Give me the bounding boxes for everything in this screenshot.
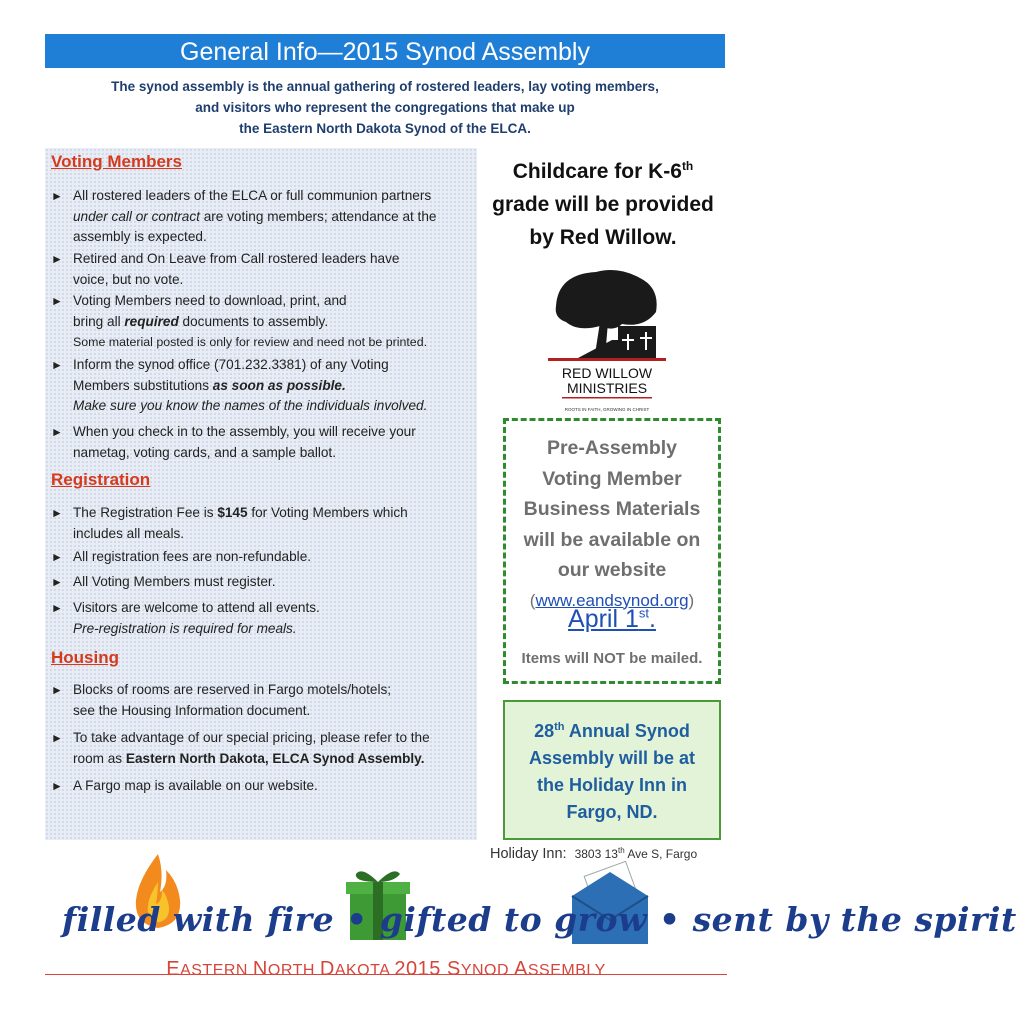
list-item: ► A Fargo map is available on our website.: [51, 776, 475, 797]
red-willow-logo: [548, 266, 666, 416]
list-item: ► Inform the synod office (701.232.3381) of any Voting Members substitutions as soon as possible. Make sure you know the names of the individuals involved.: [51, 357, 428, 413]
list-item: ► Blocks of rooms are reserved in Fargo motels/hotels; see the Housing Information document.: [51, 682, 392, 718]
list-item: ► To take advantage of our special pricing, please refer to the room as Eastern North Dakota, ELCA Synod Assembly.: [51, 730, 430, 766]
assembly-location-box: 28th Annual Synod Assembly will be at the Holiday Inn in Fargo, ND.: [503, 700, 721, 840]
footer-title: EASTERN NORTH DAKOTA 2015 SYNOD ASSEMBLY: [166, 958, 606, 980]
bullet-arrow-icon: ►: [51, 189, 63, 203]
availability-date: April 1st.: [568, 605, 656, 633]
not-mailed-note: Items will NOT be mailed.: [521, 650, 703, 667]
list-item: ► Voting Members need to download, print, and bring all required documents to assembly. Some material posted is only for review and need not be printed.: [51, 293, 428, 349]
list-item: ► Retired and On Leave from Call rostered leaders have voice, but no vote.: [51, 251, 400, 287]
registration-heading: Registration: [51, 470, 151, 489]
intro-line-3: the Eastern North Dakota Synod of the ELCA.: [239, 121, 531, 136]
bullet-arrow-icon: ►: [51, 683, 63, 697]
list-item: ► All Voting Members must register.: [51, 572, 475, 593]
bullet-arrow-icon: ►: [51, 425, 63, 439]
list-item: ► All registration fees are non-refundable.: [51, 547, 475, 568]
tree-logo-icon: [548, 270, 666, 361]
logo-name-2: MINISTRIES: [566, 380, 648, 396]
list-item: ► All rostered leaders of the ELCA or full communion partners under call or contract are voting members; attendance at the assembly is expected.: [51, 188, 437, 244]
slogan: filled with fire • gifted to grow • sent by the spirit: [62, 900, 1017, 939]
housing-heading: Housing: [51, 648, 119, 667]
list-item: ► The Registration Fee is $145 for Voting Members which includes all meals.: [51, 505, 408, 541]
bullet-arrow-icon: ►: [51, 731, 63, 745]
logo-tagline: ROOTS IN FAITH, GROWING IN CHRIST: [564, 407, 650, 412]
childcare-notice: Childcare for K-6th grade will be provided by Red Willow.: [492, 159, 714, 249]
intro-line-1: The synod assembly is the annual gathering of rostered leaders, lay voting members,: [111, 79, 659, 94]
list-item: ► When you check in to the assembly, you will receive your nametag, voting cards, and a sample ballot.: [51, 424, 416, 460]
bullet-arrow-icon: ►: [51, 294, 63, 308]
bullet-arrow-icon: ►: [51, 601, 63, 615]
voting-members-heading: Voting Members: [51, 152, 182, 171]
intro-text: [45, 76, 725, 139]
bullet-arrow-icon: ►: [51, 550, 63, 564]
website-link[interactable]: www.eandsynod.org: [535, 590, 689, 610]
bullet-arrow-icon: ►: [51, 779, 63, 793]
holiday-inn-address: Holiday Inn: 3803 13th Ave S, Fargo: [490, 846, 698, 862]
logo-name-1: RED WILLOW: [561, 365, 653, 381]
bullet-arrow-icon: ►: [51, 358, 63, 372]
bullet-arrow-icon: ►: [51, 575, 63, 589]
bullet-arrow-icon: ►: [51, 506, 63, 520]
bullet-arrow-icon: ►: [51, 252, 63, 266]
list-item: ► Visitors are welcome to attend all events. Pre-registration is required for meals.: [51, 600, 320, 636]
intro-line-2: and visitors who represent the congregations that make up: [195, 100, 575, 115]
info-panel: [45, 148, 477, 840]
page-title: General Info—2015 Synod Assembly: [45, 34, 725, 68]
pre-assembly-box: Pre-Assembly Voting Member Business Materials will be available on our website (www.eandsynod.org) April 1st. Items will NOT be mailed.: [503, 418, 721, 684]
